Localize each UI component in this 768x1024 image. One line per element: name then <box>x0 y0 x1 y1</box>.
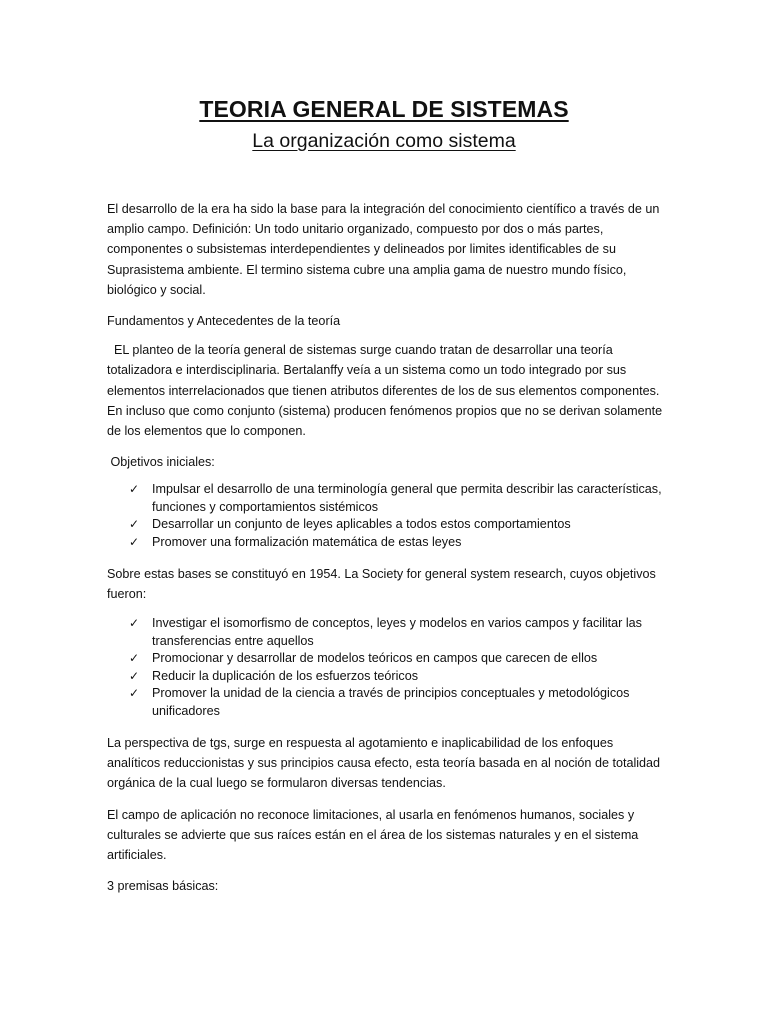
checkmark-icon: ✓ <box>129 668 140 683</box>
list-item-text: Reducir la duplicación de los esfuerzos teóricos <box>152 668 419 683</box>
list-item-text: Impulsar el desarrollo de una terminología general que permita describir las características, funciones y comportamientos sistémicos <box>152 482 662 514</box>
society-paragraph: Sobre estas bases se constituyó en 1954. La Society for general system research, cuyos objetivos fueron: <box>107 567 656 602</box>
perspectiva-paragraph: La perspectiva de tgs, surge en respuesta al agotamiento e inaplicabilidad de los enfoques analíticos reduccionistas y sus principios causa efecto, esta teoría basada en al noción de totalidad orgánica de la cual luego se formularon diversas tendencias. <box>107 735 661 791</box>
checkmark-icon: ✓ <box>129 482 140 497</box>
list-item-text: Promocionar y desarrollar de modelos teóricos en campos que carecen de ellos <box>152 651 598 666</box>
list-item <box>107 615 667 650</box>
list-item-text: Promover una formalización matemática de estas leyes <box>152 534 462 549</box>
objetivos-heading: Objetivos iniciales: <box>107 455 215 470</box>
document-subtitle: La organización como sistema <box>252 130 516 152</box>
objetivos-list <box>107 481 667 551</box>
society-objetivos-list <box>107 615 667 719</box>
checkmark-icon: ✓ <box>129 686 140 701</box>
list-item <box>107 685 667 720</box>
checkmark-icon: ✓ <box>129 534 140 549</box>
list-item-text: Desarrollar un conjunto de leyes aplicables a todos estos comportamientos <box>152 517 571 532</box>
fundamentos-heading: Fundamentos y Antecedentes de la teoría <box>107 314 341 329</box>
document-body <box>107 199 667 907</box>
list-item-text: Investigar el isomorfismo de conceptos, leyes y modelos en varios campos y facilitar las transferencias entre aquellos <box>152 616 642 648</box>
checkmark-icon: ✓ <box>129 517 140 532</box>
premisas-heading: 3 premisas básicas: <box>107 879 219 894</box>
document-title: TEORIA GENERAL DE SISTEMAS <box>199 96 569 122</box>
list-item <box>107 650 667 667</box>
list-item <box>107 534 667 551</box>
checkmark-icon: ✓ <box>129 616 140 631</box>
list-item-text: Promover la unidad de la ciencia a través de principios conceptuales y metodológicos unificadores <box>152 686 630 718</box>
intro-paragraph: El desarrollo de la era ha sido la base para la integración del conocimiento científico a través de un amplio campo. Definición: Un todo unitario organizado, compuesto por dos o más partes, componentes o subsistemas interdependientes y delineados por limites identificables de su Suprasistema ambiente. El termino sistema cubre una amplia gama de nuestro mundo físico, biológico y social. <box>107 202 660 297</box>
checkmark-icon: ✓ <box>129 651 140 666</box>
list-item <box>107 516 667 533</box>
list-item <box>107 481 667 516</box>
list-item <box>107 668 667 685</box>
campo-paragraph: El campo de aplicación no reconoce limitaciones, al usarla en fenómenos humanos, sociales y culturales se advierte que sus raíces están en el área de los sistemas naturales y en el sistema artificiales. <box>107 807 639 862</box>
fundamentos-paragraph: EL planteo de la teoría general de sistemas surge cuando tratan de desarrollar una teoría totalizadora e interdisciplinaria. Bertalanffy veía a un sistema como un todo integrado por sus elementos interrelacionados que tienen atributos diferentes de los de sus elementos componentes. En incluso que como conjunto (sistema) producen fenómenos propios que no se derivan solamente de los elementos que lo componen. <box>107 343 666 439</box>
